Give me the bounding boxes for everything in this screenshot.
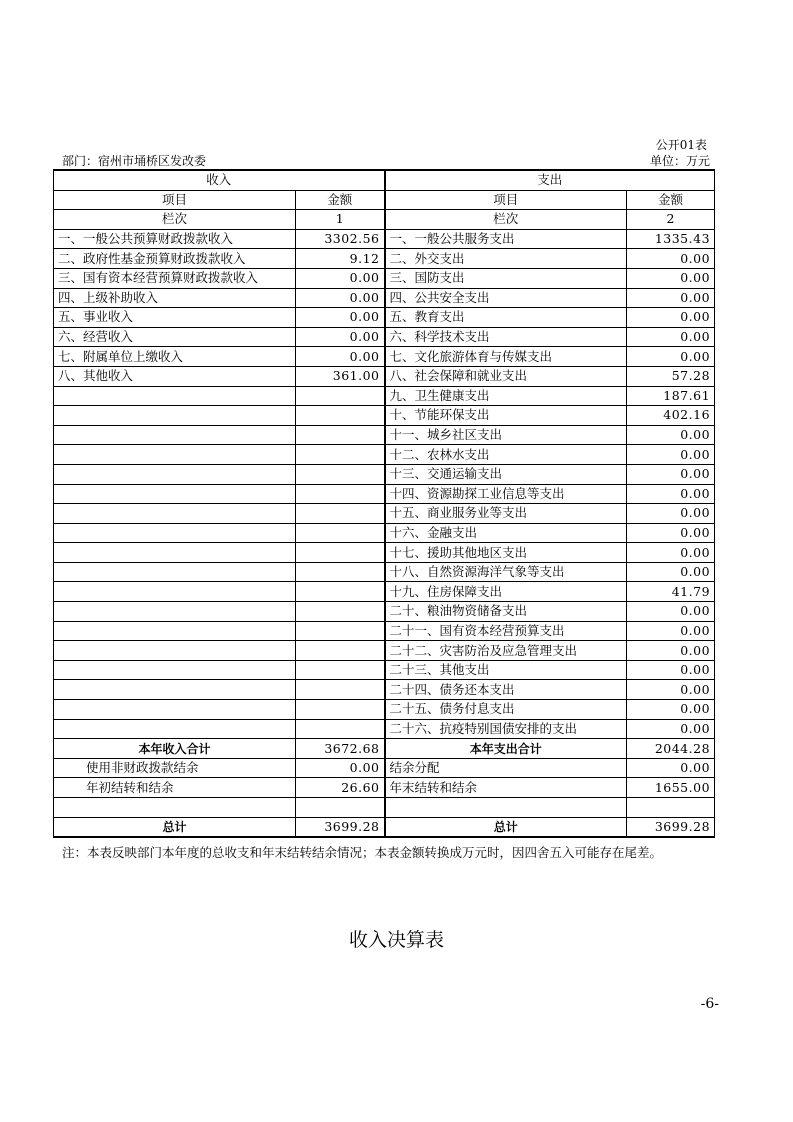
income-amount-cell bbox=[296, 445, 385, 465]
income-amount-cell: 9.12 bbox=[296, 249, 385, 269]
table-row bbox=[54, 229, 715, 249]
table-row bbox=[54, 602, 715, 622]
expense-balance-item: 结余分配 bbox=[385, 758, 627, 778]
income-item-cell bbox=[54, 484, 296, 504]
expense-amount-cell: 402.16 bbox=[627, 406, 715, 426]
table-row bbox=[54, 621, 715, 641]
income-expense-table bbox=[53, 169, 715, 838]
table-row bbox=[54, 386, 715, 406]
expense-item-cell: 六、科学技术支出 bbox=[385, 327, 627, 347]
table-row bbox=[54, 582, 715, 602]
expense-amount-cell: 0.00 bbox=[627, 484, 715, 504]
income-item-cell: 八、其他收入 bbox=[54, 366, 296, 386]
income-item-cell: 三、国有资本经营预算财政拨款收入 bbox=[54, 268, 296, 288]
income-amount-cell: 361.00 bbox=[296, 366, 385, 386]
income-column-no: 栏次 bbox=[54, 210, 296, 230]
expense-amount-cell: 0.00 bbox=[627, 680, 715, 700]
income-amount-cell bbox=[296, 641, 385, 661]
expense-amount-cell: 0.00 bbox=[627, 347, 715, 367]
expense-amount-cell: 0.00 bbox=[627, 504, 715, 524]
expense-item-cell: 二十四、债务还本支出 bbox=[385, 680, 627, 700]
table-row bbox=[54, 523, 715, 543]
expense-amount-cell: 0.00 bbox=[627, 523, 715, 543]
table-row bbox=[54, 445, 715, 465]
expense-item-cell: 十四、资源勘探工业信息等支出 bbox=[385, 484, 627, 504]
table-note: 注：本表反映部门本年度的总收支和年末结转结余情况；本表金额转换成万元时，因四舍五入可能存在尾差。 bbox=[62, 845, 663, 860]
expense-balance-amount: 1655.00 bbox=[627, 778, 715, 798]
expense-header: 支出 bbox=[385, 170, 715, 190]
table-row bbox=[54, 249, 715, 269]
income-amount-cell bbox=[296, 700, 385, 720]
table-row bbox=[54, 484, 715, 504]
table-row bbox=[54, 660, 715, 680]
grand-income-value: 3699.28 bbox=[296, 817, 385, 837]
table-row bbox=[54, 366, 715, 386]
expense-amount-cell: 0.00 bbox=[627, 425, 715, 445]
income-amount-cell bbox=[296, 425, 385, 445]
table-row bbox=[54, 464, 715, 484]
income-amount-cell bbox=[296, 621, 385, 641]
balance-row bbox=[54, 758, 715, 778]
income-balance-amount: 0.00 bbox=[296, 758, 385, 778]
balance-row bbox=[54, 778, 715, 798]
unit-label: 单位：万元 bbox=[649, 154, 710, 168]
balance-row bbox=[54, 798, 715, 818]
income-amount-cell: 0.00 bbox=[296, 347, 385, 367]
income-amount-cell bbox=[296, 386, 385, 406]
income-item-cell bbox=[54, 660, 296, 680]
expense-amount-cell: 0.00 bbox=[627, 641, 715, 661]
expense-item-cell: 七、文化旅游体育与传媒支出 bbox=[385, 347, 627, 367]
expense-amount-cell: 0.00 bbox=[627, 464, 715, 484]
table-row bbox=[54, 327, 715, 347]
expense-amount-header: 金额 bbox=[627, 190, 715, 210]
table-row bbox=[54, 425, 715, 445]
income-amount-cell: 3302.56 bbox=[296, 229, 385, 249]
year-expense-total-label: 本年支出合计 bbox=[385, 739, 627, 759]
income-amount-cell: 0.00 bbox=[296, 268, 385, 288]
income-item-cell bbox=[54, 602, 296, 622]
table-row bbox=[54, 543, 715, 563]
expense-amount-cell: 0.00 bbox=[627, 308, 715, 328]
income-amount-header: 金额 bbox=[296, 190, 385, 210]
income-amount-cell bbox=[296, 582, 385, 602]
income-amount-cell: 0.00 bbox=[296, 327, 385, 347]
expense-item-cell: 八、社会保障和就业支出 bbox=[385, 366, 627, 386]
income-item-cell bbox=[54, 582, 296, 602]
expense-item-cell: 四、公共安全支出 bbox=[385, 288, 627, 308]
income-balance-amount bbox=[296, 798, 385, 818]
income-amount-cell bbox=[296, 680, 385, 700]
next-section-title: 收入决算表 bbox=[348, 929, 444, 951]
income-balance-item: 年初结转和结余 bbox=[54, 778, 296, 798]
expense-item-cell: 二十二、灾害防治及应急管理支出 bbox=[385, 641, 627, 661]
expense-balance-amount: 0.00 bbox=[627, 758, 715, 778]
year-income-total-value: 3672.68 bbox=[296, 739, 385, 759]
department-label: 部门：宿州市埇桥区发改委 bbox=[62, 154, 207, 168]
expense-amount-cell: 187.61 bbox=[627, 386, 715, 406]
table-row bbox=[54, 288, 715, 308]
table-row bbox=[54, 308, 715, 328]
expense-item-cell: 十、节能环保支出 bbox=[385, 406, 627, 426]
expense-amount-cell: 0.00 bbox=[627, 562, 715, 582]
page-number: -6- bbox=[700, 996, 719, 1012]
income-amount-cell bbox=[296, 523, 385, 543]
table-row bbox=[54, 700, 715, 720]
year-expense-total-value: 2044.28 bbox=[627, 739, 715, 759]
income-amount-cell bbox=[296, 543, 385, 563]
table-row bbox=[54, 641, 715, 661]
income-amount-cell bbox=[296, 484, 385, 504]
income-amount-cell bbox=[296, 464, 385, 484]
expense-amount-cell: 0.00 bbox=[627, 602, 715, 622]
expense-amount-cell: 41.79 bbox=[627, 582, 715, 602]
table-row bbox=[54, 680, 715, 700]
expense-item-cell: 十六、金融支出 bbox=[385, 523, 627, 543]
income-item-cell bbox=[54, 641, 296, 661]
income-item-cell bbox=[54, 406, 296, 426]
expense-item-cell: 三、国防支出 bbox=[385, 268, 627, 288]
expense-amount-cell: 0.00 bbox=[627, 719, 715, 739]
expense-amount-cell: 0.00 bbox=[627, 327, 715, 347]
income-column-index: 1 bbox=[296, 210, 385, 230]
income-balance-item bbox=[54, 798, 296, 818]
expense-item-cell: 二十六、抗疫特别国债安排的支出 bbox=[385, 719, 627, 739]
income-amount-cell bbox=[296, 562, 385, 582]
header-row-index bbox=[54, 210, 715, 230]
income-item-cell: 四、上级补助收入 bbox=[54, 288, 296, 308]
expense-amount-cell: 0.00 bbox=[627, 249, 715, 269]
expense-amount-cell: 0.00 bbox=[627, 700, 715, 720]
expense-item-cell: 二十一、国有资本经营预算支出 bbox=[385, 621, 627, 641]
expense-item-cell: 十八、自然资源海洋气象等支出 bbox=[385, 562, 627, 582]
header-row-main bbox=[54, 170, 715, 190]
expense-amount-cell: 57.28 bbox=[627, 366, 715, 386]
income-balance-item: 使用非财政拨款结余 bbox=[54, 758, 296, 778]
expense-amount-cell: 1335.43 bbox=[627, 229, 715, 249]
report-meta bbox=[62, 152, 710, 169]
income-item-cell bbox=[54, 680, 296, 700]
expense-amount-cell: 0.00 bbox=[627, 445, 715, 465]
table-body bbox=[54, 170, 715, 837]
income-item-header: 项目 bbox=[54, 190, 296, 210]
income-item-cell bbox=[54, 386, 296, 406]
expense-item-cell: 一、一般公共服务支出 bbox=[385, 229, 627, 249]
expense-amount-cell: 0.00 bbox=[627, 660, 715, 680]
income-item-cell: 一、一般公共预算财政拨款收入 bbox=[54, 229, 296, 249]
header-row-columns bbox=[54, 190, 715, 210]
income-amount-cell: 0.00 bbox=[296, 288, 385, 308]
expense-item-cell: 二十五、债务付息支出 bbox=[385, 700, 627, 720]
income-amount-cell bbox=[296, 660, 385, 680]
income-item-cell bbox=[54, 719, 296, 739]
income-amount-cell bbox=[296, 504, 385, 524]
table-row bbox=[54, 347, 715, 367]
expense-item-cell: 五、教育支出 bbox=[385, 308, 627, 328]
income-item-cell: 五、事业收入 bbox=[54, 308, 296, 328]
income-item-cell bbox=[54, 543, 296, 563]
expense-item-cell: 九、卫生健康支出 bbox=[385, 386, 627, 406]
income-item-cell: 七、附属单位上缴收入 bbox=[54, 347, 296, 367]
expense-amount-cell: 0.00 bbox=[627, 268, 715, 288]
expense-item-cell: 二十三、其他支出 bbox=[385, 660, 627, 680]
expense-amount-cell: 0.00 bbox=[627, 288, 715, 308]
expense-amount-cell: 0.00 bbox=[627, 621, 715, 641]
year-income-total-label: 本年收入合计 bbox=[54, 739, 296, 759]
income-item-cell bbox=[54, 504, 296, 524]
income-item-cell bbox=[54, 425, 296, 445]
expense-item-cell: 十九、住房保障支出 bbox=[385, 582, 627, 602]
grand-expense-label: 总计 bbox=[385, 817, 627, 837]
expense-balance-item bbox=[385, 798, 627, 818]
form-number: 公开01表 bbox=[655, 138, 707, 152]
expense-item-cell: 二十、粮油物资储备支出 bbox=[385, 602, 627, 622]
table-row bbox=[54, 268, 715, 288]
income-item-cell bbox=[54, 523, 296, 543]
income-item-cell: 二、政府性基金预算财政拨款收入 bbox=[54, 249, 296, 269]
expense-item-cell: 十三、交通运输支出 bbox=[385, 464, 627, 484]
income-item-cell bbox=[54, 562, 296, 582]
year-total-row bbox=[54, 739, 715, 759]
expense-amount-cell: 0.00 bbox=[627, 543, 715, 563]
income-item-cell bbox=[54, 700, 296, 720]
table-row bbox=[54, 504, 715, 524]
income-amount-cell bbox=[296, 602, 385, 622]
expense-item-cell: 十一、城乡社区支出 bbox=[385, 425, 627, 445]
income-amount-cell bbox=[296, 406, 385, 426]
income-item-cell bbox=[54, 621, 296, 641]
income-item-cell bbox=[54, 445, 296, 465]
table-row bbox=[54, 562, 715, 582]
expense-item-cell: 十二、农林水支出 bbox=[385, 445, 627, 465]
income-balance-amount: 26.60 bbox=[296, 778, 385, 798]
expense-item-header: 项目 bbox=[385, 190, 627, 210]
grand-income-label: 总计 bbox=[54, 817, 296, 837]
grand-expense-value: 3699.28 bbox=[627, 817, 715, 837]
expense-item-cell: 二、外交支出 bbox=[385, 249, 627, 269]
table-row bbox=[54, 406, 715, 426]
expense-column-no: 栏次 bbox=[385, 210, 627, 230]
income-item-cell: 六、经营收入 bbox=[54, 327, 296, 347]
expense-item-cell: 十七、援助其他地区支出 bbox=[385, 543, 627, 563]
expense-item-cell: 十五、商业服务业等支出 bbox=[385, 504, 627, 524]
table-row bbox=[54, 719, 715, 739]
expense-balance-amount bbox=[627, 798, 715, 818]
income-amount-cell bbox=[296, 719, 385, 739]
expense-column-index: 2 bbox=[627, 210, 715, 230]
expense-balance-item: 年末结转和结余 bbox=[385, 778, 627, 798]
income-header: 收入 bbox=[54, 170, 385, 190]
income-item-cell bbox=[54, 464, 296, 484]
income-amount-cell: 0.00 bbox=[296, 308, 385, 328]
grand-total-row bbox=[54, 817, 715, 837]
